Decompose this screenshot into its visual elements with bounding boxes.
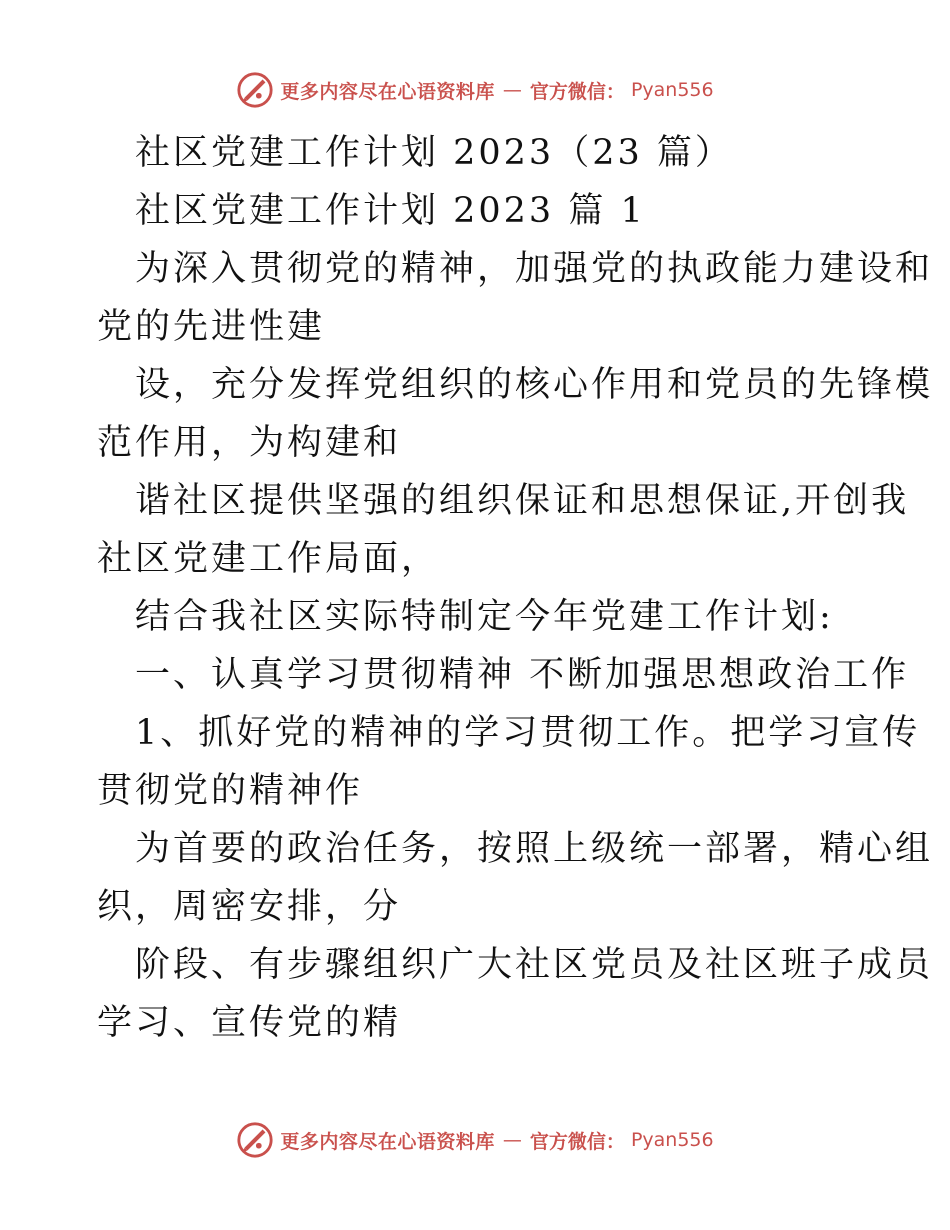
text-line: 为深入贯彻党的精神，加强党的执政能力建设和 bbox=[135, 249, 934, 289]
text-line: 1、抓好党的精神的学习贯彻工作。把学习宣传 bbox=[135, 713, 921, 753]
text-line: 织，周密安排，分 bbox=[97, 887, 402, 927]
text-line: 党的先进性建 bbox=[97, 307, 326, 347]
text-line: 贯彻党的精神作 bbox=[97, 771, 364, 811]
banner-wechat-id: Pyan556 bbox=[630, 1129, 714, 1151]
banner-main-text: 更多内容尽在心语资料库 bbox=[280, 80, 495, 103]
text-line: 结合我社区实际特制定今年党建工作计划: bbox=[135, 597, 834, 637]
text-line: 学习、宣传党的精 bbox=[97, 1003, 402, 1043]
banner-dash: — bbox=[502, 1129, 522, 1151]
document-body bbox=[97, 124, 934, 1052]
banner-main-text: 更多内容尽在心语资料库 bbox=[280, 1130, 495, 1153]
brand-logo-icon bbox=[236, 1121, 274, 1159]
text-line: 为首要的政治任务，按照上级统一部署，精心组 bbox=[135, 829, 934, 869]
text-line: 社区党建工作局面， bbox=[97, 539, 440, 579]
document-title: 社区党建工作计划 2023（23 篇） bbox=[135, 133, 733, 173]
text-line: 谐社区提供坚强的组织保证和思想保证,开创我 bbox=[135, 481, 910, 521]
banner-dash: — bbox=[502, 79, 522, 101]
text-line: 范作用，为构建和 bbox=[97, 423, 402, 463]
banner-wechat-label: 官方微信： bbox=[529, 1130, 625, 1153]
brand-logo-icon bbox=[236, 71, 274, 109]
section-heading: 一、认真学习贯彻精神 不断加强思想政治工作 bbox=[135, 655, 910, 695]
document-subtitle: 社区党建工作计划 2023 篇 1 bbox=[135, 191, 646, 231]
text-line: 阶段、有步骤组织广大社区党员及社区班子成员 bbox=[135, 945, 934, 985]
text-line: 设，充分发挥党组织的核心作用和党员的先锋模 bbox=[135, 365, 934, 405]
header-banner bbox=[0, 68, 950, 112]
banner-wechat-label: 官方微信： bbox=[529, 80, 625, 103]
footer-banner bbox=[0, 1118, 950, 1162]
banner-wechat-id: Pyan556 bbox=[630, 79, 714, 101]
